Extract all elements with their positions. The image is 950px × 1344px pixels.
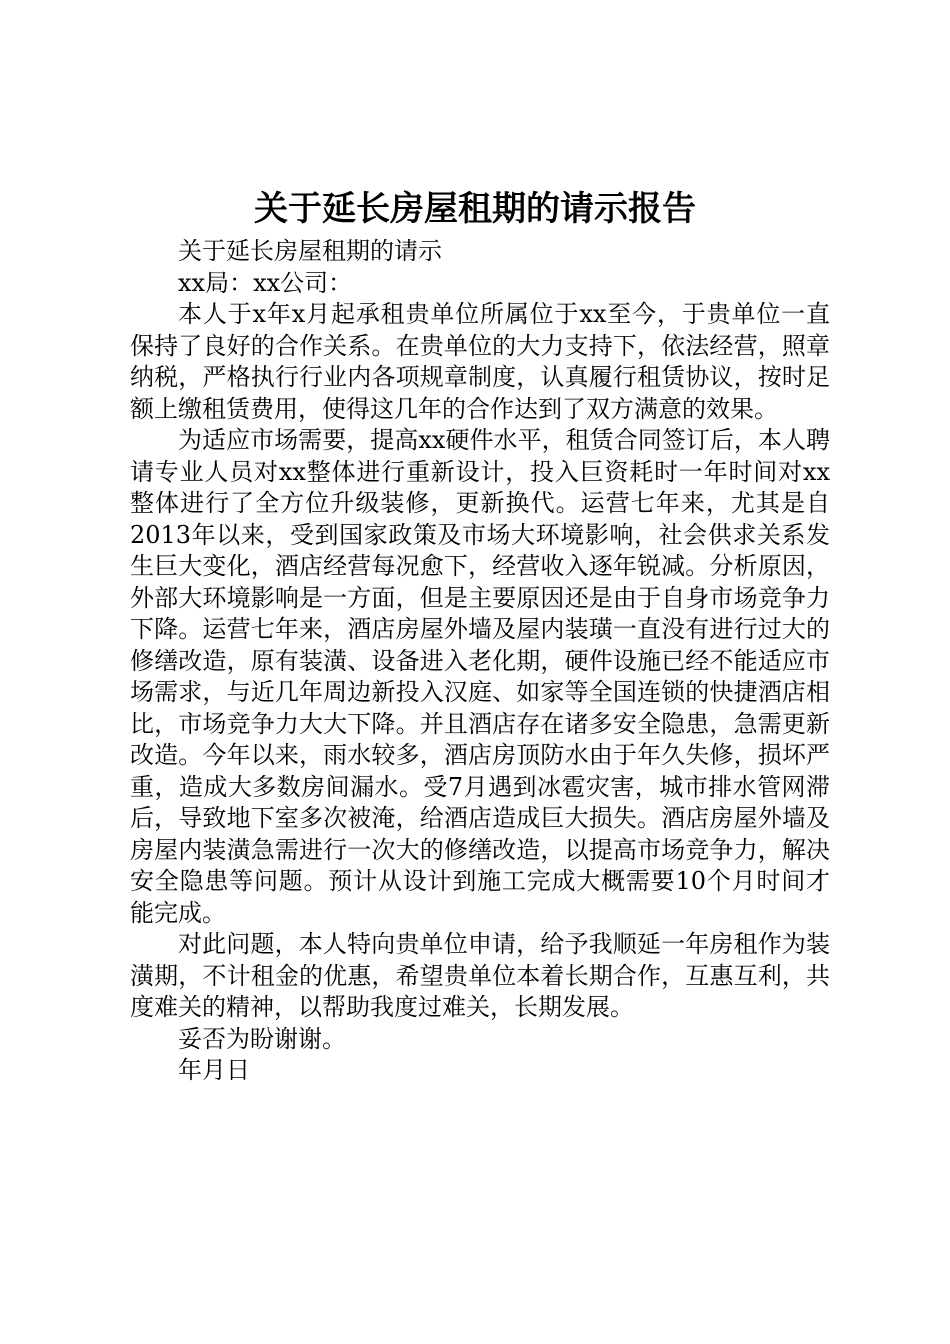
document-body bbox=[130, 236, 830, 1087]
date-line: 年月日 bbox=[178, 1056, 250, 1084]
document-title: 关于延长房屋租期的请示报告 bbox=[254, 189, 696, 229]
body-paragraph: 对此问题，本人特向贵单位申请，给予我顺延一年房租作为装潢期，不计租金的优惠，希望贵单位本着长期合作，互惠互利，共度难关的精神，以帮助我度过难关，长期发展。 bbox=[130, 930, 830, 1021]
salutation: xx局：xx公司： bbox=[178, 268, 353, 297]
body-paragraph: 为适应市场需要，提高xx硬件水平，租赁合同签订后，本人聘请专业人员对xx整体进行重新设计，投入巨资耗时一年时间对xx整体进行了全方位升级装修，更新换代。运营七年来，尤其是自2013年以来，受到国家政策及市场大环境影响，社会供求关系发生巨大变化，酒店经营每况愈下，经营收入逐年锐减。分析原因，外部大环境影响是一方面，但是主要原因还是由于自身市场竞争力下降。运营七年来，酒店房屋外墙及屋内装璜一直没有进行过大的修缮改造，原有装潢、设备进入老化期，硬件设施已经不能适应市场需求，与近几年周边新投入汉庭、如家等全国连锁的快捷酒店相比，市场竞争力大大下降。并且酒店存在诸多安全隐患，急需更新改造。今年以来，雨水较多，酒店房顶防水由于年久失修，损坏严重，造成大多数房间漏水。受7月遇到冰雹灾害，城市排水管网滞后，导致地下室多次被淹，给酒店造成巨大损失。酒店房屋外墙及房屋内装潢急需进行一次大的修缮改造，以提高市场竞争力，解决安全隐患等问题。预计从设计到施工完成大概需要10个月时间才能完成。 bbox=[130, 426, 830, 927]
closing-line: 妥否为盼谢谢。 bbox=[178, 1024, 346, 1053]
document-subtitle: 关于延长房屋租期的请示 bbox=[178, 237, 442, 265]
body-paragraph: 本人于x年x月起承租贵单位所属位于xx至今，于贵单位一直保持了良好的合作关系。在贵单位的大力支持下，依法经营，照章纳税，严格执行行业内各项规章制度，认真履行租赁协议，按时足额上缴租赁费用，使得这几年的合作达到了双方满意的效果。 bbox=[130, 300, 830, 423]
